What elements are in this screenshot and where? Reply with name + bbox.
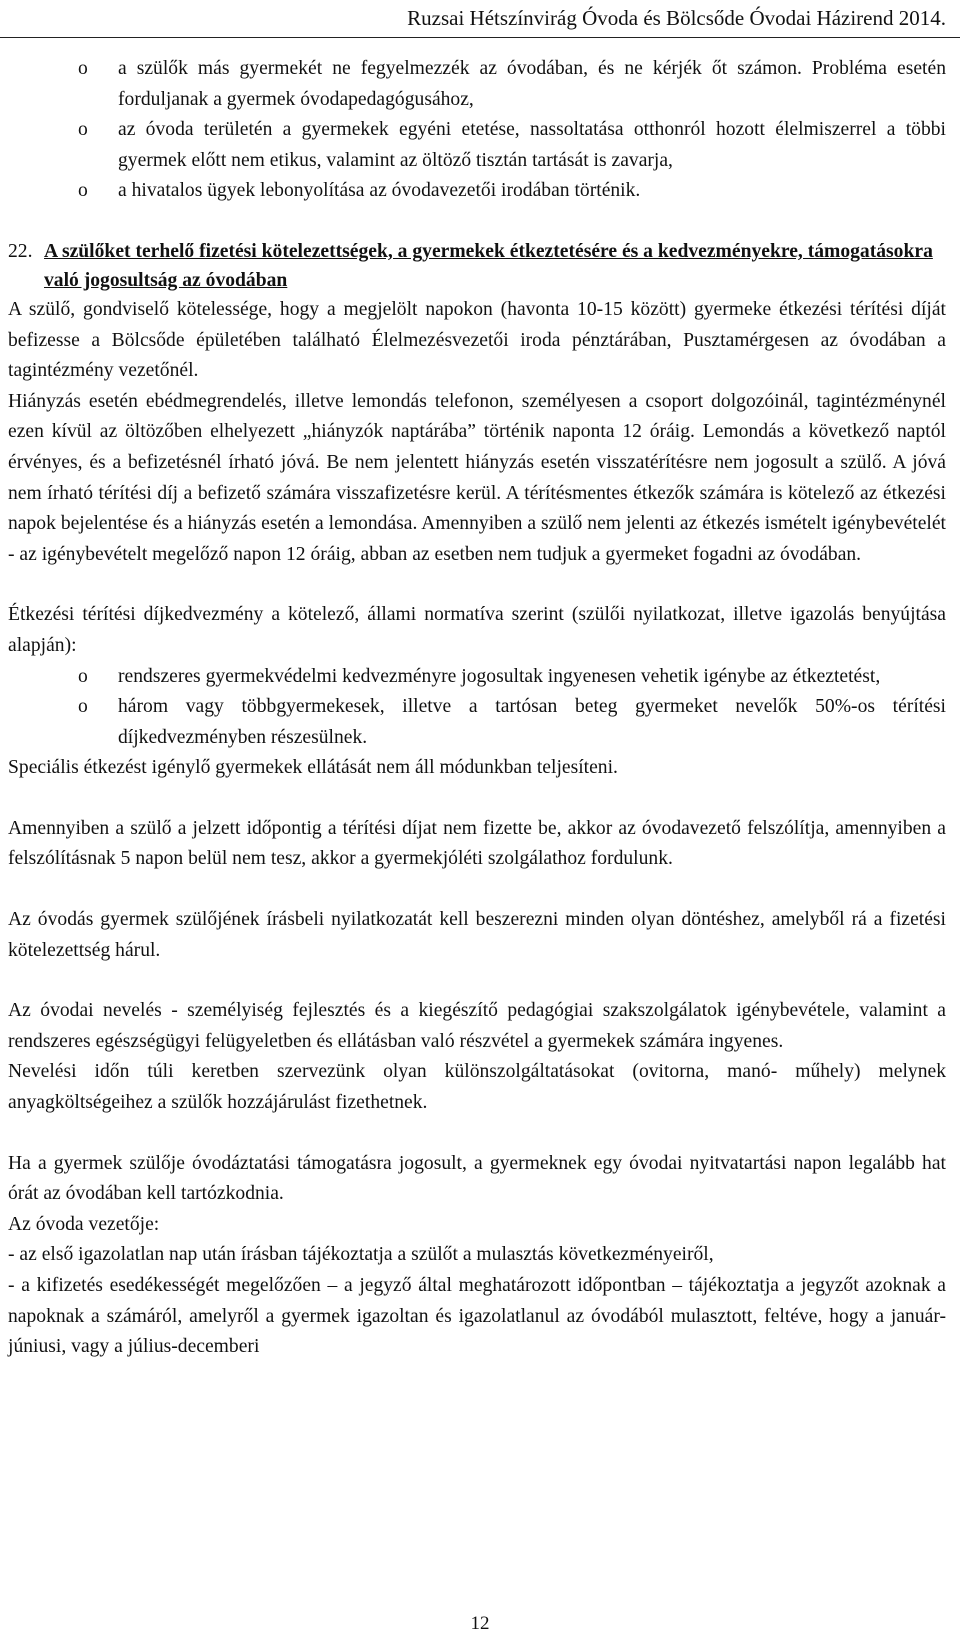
discount-intro: Étkezési térítési díjkedvezmény a kötelező, állami normatíva szerint (szülői nyilatkozat, illetve igazolás benyújtása alapján):	[8, 604, 946, 656]
leader-intro: Az óvoda vezetője:	[8, 1213, 160, 1235]
bullet-marker: o	[78, 119, 88, 141]
spacer	[8, 207, 946, 233]
bullet-marker: o	[78, 665, 88, 687]
section-number: 22.	[8, 240, 33, 262]
spacer	[8, 1119, 946, 1149]
page-number: 12	[470, 1613, 490, 1634]
bullet-marker: o	[78, 696, 88, 718]
list-item	[8, 692, 946, 753]
extra-services-paragraph: Nevelési időn túli keretben szervezünk olyan különszolgáltatásokat (ovitorna, manó- műhely) melynek anyagköltségeihez a szülők hozzájárulást fizethetnek.	[8, 1061, 946, 1114]
special-diet-paragraph: Speciális étkezést igénylő gyermekek ellátását nem áll módunkban teljesíteni.	[8, 757, 618, 779]
absence-paragraph: Hiányzás esetén ebédmegrendelés, illetve lemondás telefonon, személyesen a csoport dolgozóinál, tagintézménynél ezen kívül az öltözőben elhelyezett „hiányzók naptárába” történik naponta 12 óráig. Lemondás a következő naptól érvényes, és a befizetésnél írható jóvá. Be nem jelentett hiányzás esetén visszatérítésre nem jogosult a szülő. A jóvá nem írható térítési díj a befizető számára visszafizetésre kerül. A térítésmentes étkezők számára is kötelező az étkezési napok bejelentése és a hiányzás esetén a lemondása. Amennyiben a szülő nem jelenti az étkezés ismételt igénybevételét - az igénybevételt megelőző napon 12 óráig, abban az esetben nem tudjuk a gyermeket fogadni az óvodában.	[8, 390, 946, 565]
leader-item: - a kifizetés esedékességét megelőzően – a jegyző által meghatározott időpontban – tájékoztatja a jegyzőt azoknak a napoknak a számáról, amelyről a gyermek igazoltan és igazolatlanul az óvodából mulasztott, feltéve, hogy a január-júniusi, vagy a július-decemberi	[8, 1275, 946, 1358]
list-item-text: három vagy többgyermekesek, illetve a tartósan beteg gyermeket nevelők 50%-os térítési díjkedvezményben részesülnek.	[118, 696, 946, 748]
list-item	[8, 176, 946, 207]
spacer	[8, 570, 946, 600]
payment-paragraph: A szülő, gondviselő kötelessége, hogy a megjelölt napokon (havonta 10-15 között) gyermeke étkezési térítési díját befizesse a Bölcsőde épületében található Élelmezésvezetői iroda pénztárában, Pusztamérgesen az óvodában a tagintézmény vezetőnél.	[8, 298, 946, 382]
free-services-paragraph: Az óvodai nevelés - személyiség fejlesztés és a kiegészítő pedagógiai szakszolgálatok igénybevétele, valamint a rendszeres egészségügyi felügyeletben és ellátásban való részvétel a gyermekek számára ingyenes.	[8, 1000, 946, 1052]
list-item-text: a szülők más gyermekét ne fegyelmezzék az óvodában, és ne kérjék őt számon. Probléma esetén forduljanak a gyermek óvodapedagógusához,	[118, 58, 946, 110]
list-item-text: az óvoda területén a gyermekek egyéni etetése, nassoltatása otthonról hozott élelmiszerrel a többi gyermek előtt nem etikus, valamint az öltöző tisztán tartását is zavarja,	[118, 119, 946, 171]
list-item-text: rendszeres gyermekvédelmi kedvezményre jogosultak ingyenesen vehetik igénybe az étkeztetést,	[118, 665, 881, 687]
page-header: Ruzsai Hétszínvirág Óvoda és Bölcsőde Óvodai Házirend 2014.	[407, 6, 946, 30]
late-payment-paragraph: Amennyiben a szülő a jelzett időpontig a térítési díjat nem fizette be, akkor az óvodavezető felszólítja, amennyiben a felszólításnak 5 napon belül nem tesz, akkor a gyermekjóléti szolgálathoz fordulunk.	[8, 817, 946, 870]
spacer	[8, 784, 946, 814]
support-paragraph: Ha a gyermek szülője óvodáztatási támogatásra jogosult, a gyermeknek egy óvodai nyitvatartási napon legalább hat órát az óvodában kell tartózkodnia.	[8, 1152, 946, 1205]
spacer	[8, 966, 946, 996]
leader-item: - az első igazolatlan nap után írásban tájékoztatja a szülőt a mulasztás következményeiről,	[8, 1244, 714, 1266]
section-heading	[8, 237, 946, 295]
list-item-text: a hivatalos ügyek lebonyolítása az óvodavezetői irodában történik.	[118, 180, 641, 202]
header-divider	[0, 37, 960, 38]
list-item	[8, 662, 946, 693]
section-title: A szülőket terhelő fizetési kötelezettségek, a gyermekek étkeztetésére és a kedvezményekre, támogatásokra való jogosultság az óvodában	[44, 240, 933, 291]
list-item	[8, 54, 946, 115]
bullet-marker: o	[78, 180, 88, 202]
document-body	[8, 54, 946, 1363]
bullet-marker: o	[78, 58, 88, 79]
written-statement-paragraph: Az óvodás gyermek szülőjének írásbeli nyilatkozatát kell beszerezni minden olyan döntéshez, amelyből rá a fizetési kötelezettség hárul.	[8, 909, 946, 961]
spacer	[8, 875, 946, 905]
list-item	[8, 115, 946, 176]
